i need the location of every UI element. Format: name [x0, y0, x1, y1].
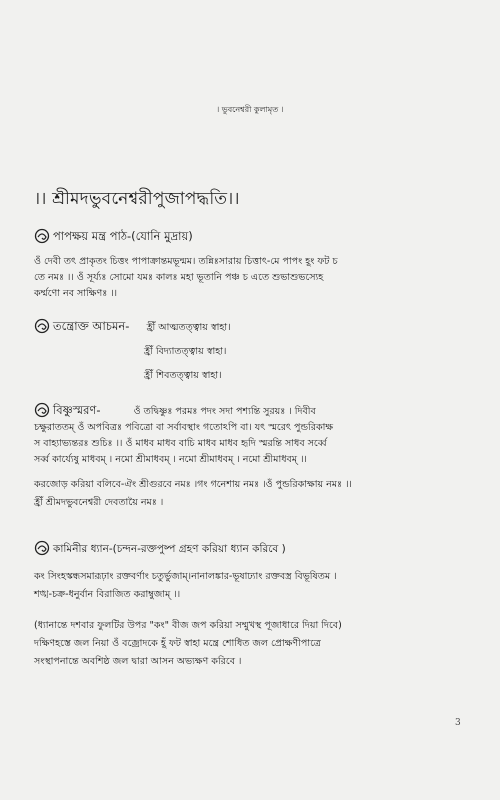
section-title: বিষ্ণুস্মরণ-: [53, 403, 101, 417]
running-header: । ভুবনেশ্বরী কুলামৃত ।: [216, 105, 284, 114]
section-title: পাপক্ষয় মন্ত্র পাঠ-(যোনি মুদ্রায়): [53, 229, 193, 243]
section-vishnusmaran: [34, 402, 474, 468]
text-line: সংস্থাপনান্তে অবশিষ্ঠ জল দ্বারা আসন অভ্যক্ষণ করিবে ।: [34, 656, 242, 667]
text-line: ওঁ তদ্বিষ্ণুঃ পরমঃ পদং সদা পশ্যন্তি সুরয়ঃ । দিবীব: [133, 406, 316, 417]
page-title: ।। শ্রীমদভুবনেশ্বরীপুজাপদ্ধতি।।: [34, 189, 240, 209]
text-line: কর্ম্মণো নব সাক্ষিণঃ ।।: [34, 288, 118, 299]
shri-symbol-icon: [34, 318, 52, 334]
text-line: সর্ব্ব কার্য্যেষু মাধবম্‌ । নমো শ্রীমাধবম্‌ । নমো শ্রীমাধবম্‌ । নমো শ্রীমাধবম্‌ ।।: [34, 454, 307, 465]
text-line: ওঁ দেবী তৎ প্রাকৃতং চিত্তং পাপাক্রান্তমভূন্মম। তন্নিঃসারায় চিত্তাৎ-মে পাপং হূং ফট চ: [34, 256, 338, 267]
text-line: চক্ষুরাততম্‌ ওঁ অপবিত্রঃ পবিত্রো বা সর্বাবস্থাং গতোঽপি বা। যৎ স্মরেৎ পুন্ডরিকাক্ষ: [34, 422, 334, 433]
shri-symbol-icon: [34, 228, 52, 244]
text-line: করজোড় করিয়া বলিবে-ঐং শ্রীগুরবে নমঃ ।গং গনেশায় নমঃ ।ওঁ পুন্ডরিকাক্ষায় নমঃ ।।: [34, 479, 352, 490]
shri-symbol-icon: [34, 402, 52, 418]
page-number: 3: [455, 718, 461, 728]
section-title: কামিনীর ধ্যান-(চন্দন-রক্তপুষ্প গ্রহণ করিয়া ধ্যান করিবে ): [53, 543, 286, 555]
text-line: হ্রীঁ শ্রীমদভুবনেশ্বরী দেবতায়ৈ নমঃ ।: [34, 497, 164, 508]
text-line: শঙ্খ-চক্র-ধনুর্বান বিরাজিত করাম্বুজাম্‌ ।।: [34, 589, 181, 600]
section-papakshay: [34, 228, 474, 302]
section-achaman: [34, 318, 474, 384]
text-line: তে নমঃ ।। ওঁ সূর্য্যঃ সোমো যমঃ কালঃ মহা ভূতানি পঞ্চ চ এতে শুভাশুভস্যেহ: [34, 272, 324, 283]
mantra-line: হ্রীঁ বিদ্যাতত্ত্বায় স্বাহা।: [144, 346, 227, 357]
mantra-line: হ্রীঁ শিবতত্ত্বায় স্বাহা।: [144, 370, 222, 381]
section-title: তন্ত্রোক্ত আচমন-: [53, 319, 130, 333]
mantra-line: হ্রীঁ আত্মতত্ত্বায় স্বাহা।: [146, 322, 231, 333]
text-line: (ধ্যানান্তে দশবার ফুলটির উপর "কং" বীজ জপ করিয়া সম্মুখস্থ পূজাধারে দিয়া দিবে): [34, 620, 342, 631]
section-dhyan: [34, 540, 474, 604]
shri-symbol-icon: [34, 540, 52, 556]
section-karjor: [34, 476, 474, 512]
section-instructions: [34, 617, 474, 671]
text-line: স বাহ্যাভ্যন্তরঃ শুচিঃ ।। ওঁ মাধব মাধব বাচি মাধব মাধব হৃদি স্মরন্তি সাধব সর্ব্বে: [34, 438, 327, 449]
text-line: কং সিংহস্কন্ধসমারূঢ়াং রক্তবর্ণাং চতুর্ভুজাম্‌।নানালঙ্কার-ভূষাঢ্যাং রক্তবস্ত্র বিভূষিতম ।: [34, 571, 337, 582]
text-line: দক্ষিণহস্তে জল নিয়া ওঁ বজ্রোদকে হূঁ ফট স্বাহা মন্ত্রে শোধিত জল প্রোক্ষণীপাত্রে: [34, 638, 321, 649]
